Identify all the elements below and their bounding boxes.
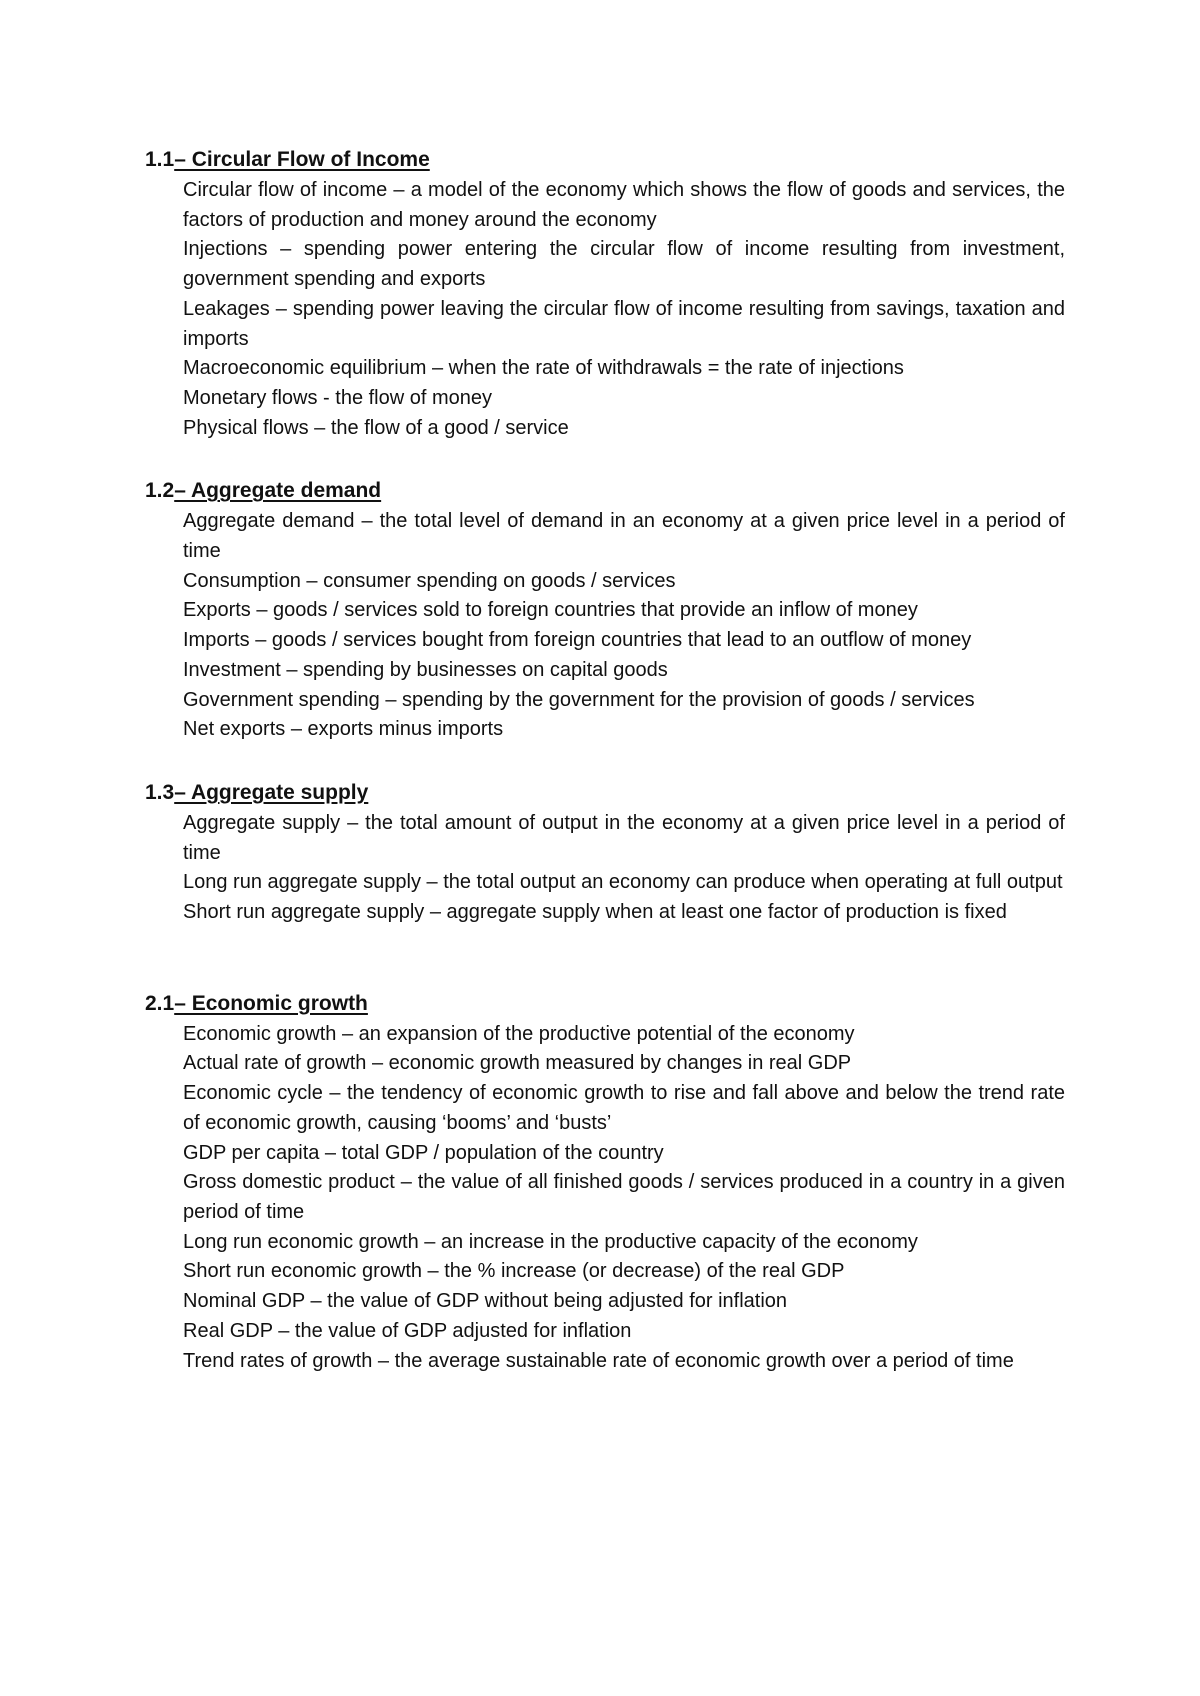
section-heading	[145, 779, 1065, 807]
term-definition: Net exports – exports minus imports	[183, 718, 504, 741]
term-definition: Leakages – spending power leaving the circular flow of income resulting from savings, taxation and imports	[183, 297, 1065, 350]
term-definition: Actual rate of growth – economic growth measured by changes in real GDP	[183, 1052, 852, 1075]
document-content	[145, 146, 1065, 1376]
term-definition: Consumption – consumer spending on goods / services	[183, 569, 676, 592]
section-spacer	[145, 443, 1065, 477]
term-definition: Long run aggregate supply – the total output an economy can produce when operating at full output	[183, 871, 1063, 894]
section-title: – Aggregate supply	[174, 780, 369, 804]
section-economic-growth	[145, 990, 1065, 1376]
section-number: 2.1	[145, 991, 175, 1015]
term-definition: GDP per capita – total GDP / population of the country	[183, 1141, 664, 1164]
term-definition: Government spending – spending by the government for the provision of goods / services	[183, 688, 975, 711]
section-number: 1.1	[145, 148, 175, 171]
term-definition: Macroeconomic equilibrium – when the rate of withdrawals = the rate of injections	[183, 357, 904, 380]
term-definition: Imports – goods / services bought from foreign countries that lead to an outflow of money	[183, 629, 972, 652]
section-title: – Economic growth	[174, 991, 368, 1015]
section-spacer	[145, 928, 1065, 990]
section-number: 1.3	[145, 780, 175, 804]
term-list	[145, 507, 1065, 745]
term-list	[145, 1020, 1065, 1376]
term-definition: Economic cycle – the tendency of economic growth to rise and fall above and below the trend rate of economic growth, causing ‘booms’ and ‘busts’	[183, 1082, 1065, 1134]
section-heading	[145, 146, 1065, 174]
section-circular-flow	[145, 146, 1065, 443]
term-definition: Exports – goods / services sold to foreign countries that provide an inflow of money	[183, 599, 918, 622]
section-heading	[145, 990, 1065, 1018]
section-aggregate-demand	[145, 477, 1065, 745]
term-definition: Circular flow of income – a model of the economy which shows the flow of goods and services, the factors of production and money around the economy	[183, 179, 1065, 231]
term-definition: Physical flows – the flow of a good / service	[183, 416, 569, 439]
term-definition: Economic growth – an expansion of the productive potential of the economy	[183, 1022, 855, 1045]
term-definition: Injections – spending power entering the circular flow of income resulting from investment, government spending and exports	[183, 238, 1065, 291]
term-definition: Gross domestic product – the value of all finished goods / services produced in a country in a given period of time	[183, 1171, 1065, 1223]
section-title: – Circular Flow of Income	[174, 148, 430, 171]
term-definition: Short run aggregate supply – aggregate supply when at least one factor of production is fixed	[183, 901, 1007, 924]
term-definition: Real GDP – the value of GDP adjusted for inflation	[183, 1319, 632, 1342]
section-title: – Aggregate demand	[174, 479, 382, 503]
term-definition: Long run economic growth – an increase in the productive capacity of the economy	[183, 1230, 918, 1253]
term-definition: Monetary flows - the flow of money	[183, 386, 493, 409]
term-definition: Trend rates of growth – the average sustainable rate of economic growth over a period of time	[183, 1349, 1014, 1372]
term-definition: Nominal GDP – the value of GDP without being adjusted for inflation	[183, 1290, 788, 1313]
section-heading	[145, 477, 1065, 505]
term-list	[145, 176, 1065, 443]
term-definition: Short run economic growth – the % increase (or decrease) of the real GDP	[183, 1260, 845, 1283]
section-number: 1.2	[145, 479, 175, 503]
term-list	[145, 809, 1065, 928]
term-definition: Aggregate demand – the total level of demand in an economy at a given price level in a period of time	[183, 510, 1065, 563]
section-spacer	[145, 745, 1065, 779]
term-definition: Investment – spending by businesses on capital goods	[183, 658, 668, 681]
term-definition: Aggregate supply – the total amount of output in the economy at a given price level in a period of time	[183, 811, 1065, 864]
section-aggregate-supply	[145, 779, 1065, 928]
